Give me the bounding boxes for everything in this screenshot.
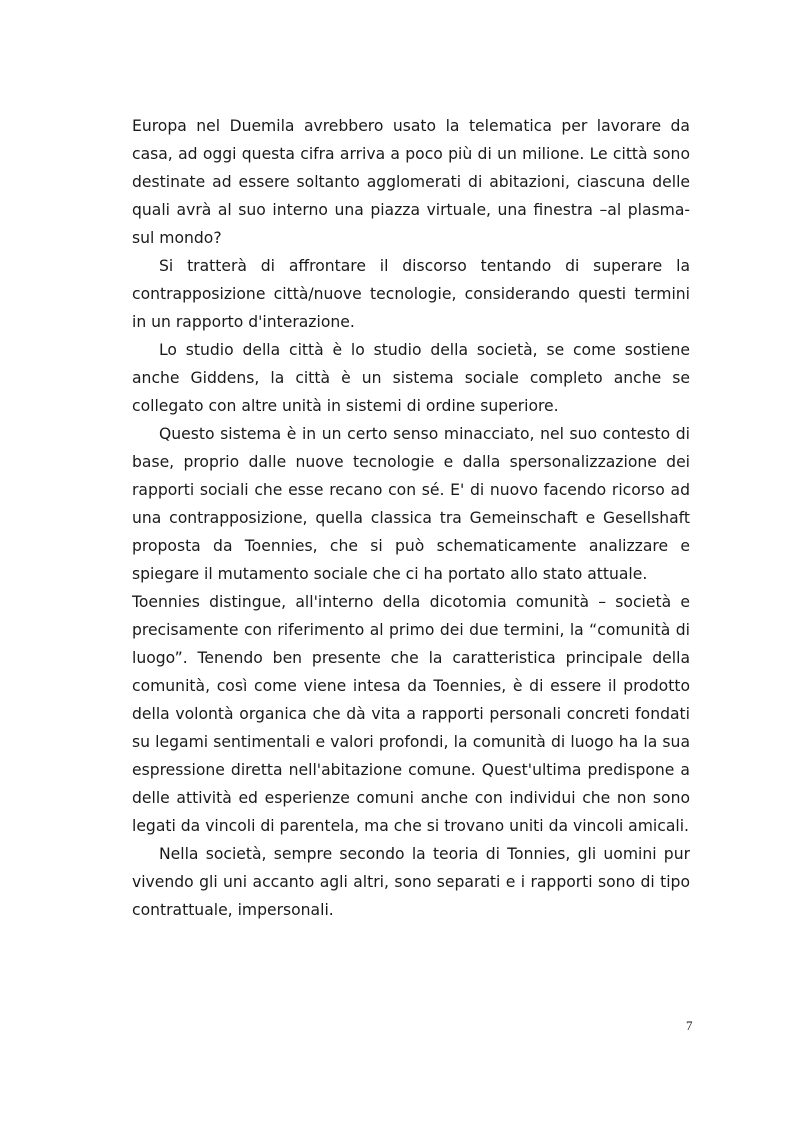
paragraph-6: Nella società, sempre secondo la teoria di Tonnies, gli uomini pur vivendo gli uni accanto agli altri, sono separati e i rapporti sono di tipo contrattuale, impersonali. (132, 845, 690, 919)
paragraph-2: Si tratterà di affrontare il discorso tentando di superare la contrapposizione città/nuove tecnologie, considerando questi termini in un rapporto d'interazione. (132, 257, 690, 331)
paragraph-3: Lo studio della città è lo studio della società, se come sostiene anche Giddens, la città è un sistema sociale completo anche se collegato con altre unità in sistemi di ordine superiore. (132, 341, 690, 415)
page-number: 7 (686, 1018, 693, 1033)
paragraph-4: Questo sistema è in un certo senso minacciato, nel suo contesto di base, proprio dalle nuove tecnologie e dalla spersonalizzazione dei rapporti sociali che esse recano con sé. E' di nuovo facendo ricorso ad una contrapposizione, quella classica tra Gemeinschaft e Gesellshaft proposta da Toennies, che si può schematicamente analizzare e spiegare il mutamento sociale che ci ha portato allo stato attuale. (132, 425, 690, 583)
body-text (132, 112, 690, 924)
paragraph-5: Toennies distingue, all'interno della dicotomia comunità – società e precisamente con riferimento al primo dei due termini, la “comunità di luogo”. Tenendo ben presente che la caratteristica principale della comunità, così come viene intesa da Toennies, è di essere il prodotto della volontà organica che dà vita a rapporti personali concreti fondati su legami sentimentali e valori profondi, la comunità di luogo ha la sua espressione diretta nell'abitazione comune. Quest'ultima predispone a delle attività ed esperienze comuni anche con individui che non sono legati da vincoli di parentela, ma che si trovano uniti da vincoli amicali. (132, 593, 690, 835)
paragraph-1: Europa nel Duemila avrebbero usato la telematica per lavorare da casa, ad oggi questa cifra arriva a poco più di un milione. Le città sono destinate ad essere soltanto agglomerati di abitazioni, ciascuna delle quali avrà al suo interno una piazza virtuale, una finestra –al plasma- sul mondo? (132, 117, 690, 247)
